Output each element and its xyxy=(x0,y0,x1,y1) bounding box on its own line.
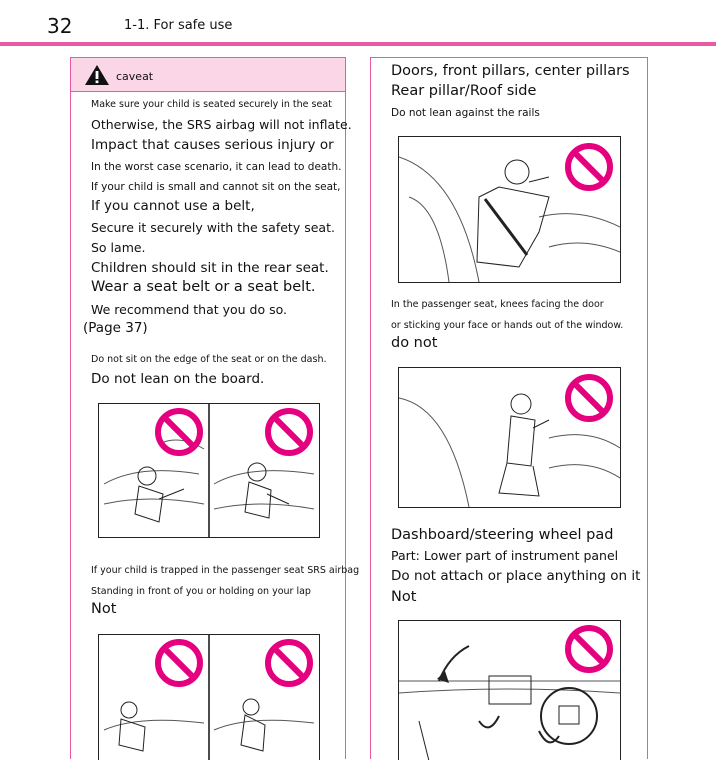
not-label: Not xyxy=(91,601,117,617)
caveat-line: In the worst case scenario, it can lead to death. xyxy=(91,161,342,173)
window-note: or sticking your face or hands out of the window. xyxy=(391,320,624,331)
knees-note: In the passenger seat, knees facing the door xyxy=(391,299,604,310)
prohibition-icon xyxy=(568,628,610,670)
prohibition-icon xyxy=(158,642,200,684)
caveat-line: If your child is small and cannot sit on the seat, xyxy=(91,181,341,193)
attach-note: Do not attach or place anything on it xyxy=(391,568,641,584)
prohibition-icon xyxy=(568,146,610,188)
caveat-line: Impact that causes serious injury or xyxy=(91,137,334,153)
caveat-line: If you cannot use a belt, xyxy=(91,198,255,214)
caveat-box xyxy=(70,57,360,759)
part-note: Part: Lower part of instrument panel xyxy=(391,548,619,563)
prohibition-icon xyxy=(568,377,610,419)
caveat-line: Secure it securely with the safety seat. xyxy=(91,220,335,235)
page-reference: (Page 37) xyxy=(83,320,148,336)
page-number: 32 xyxy=(47,14,73,38)
section-title: 1-1. For safe use xyxy=(124,18,233,33)
header-rule xyxy=(0,42,716,46)
edge-note: Do not sit on the edge of the seat or on the dash. xyxy=(91,354,327,365)
board-note: Do not lean on the board. xyxy=(91,371,265,387)
heading-doors-pillars: Doors, front pillars, center pillars xyxy=(391,63,630,79)
prohibition-icon xyxy=(158,411,200,453)
illustration-leaning-door xyxy=(398,136,621,283)
caveat-line: Make sure your child is seated securely in the seat xyxy=(91,99,332,110)
caveat-line: Wear a seat belt or a seat belt. xyxy=(91,279,316,295)
illustration-sitting-edge xyxy=(98,403,320,538)
standing-note: Standing in front of you or holding on your lap xyxy=(91,586,311,597)
warning-icon xyxy=(84,64,110,86)
prohibition-icon xyxy=(268,642,310,684)
rails-note: Do not lean against the rails xyxy=(391,107,540,119)
heading-rear-pillar: Rear pillar/Roof side xyxy=(391,83,537,99)
trapped-note: If your child is trapped in the passenger seat SRS airbag xyxy=(91,565,360,576)
prohibition-icon xyxy=(268,411,310,453)
page-header xyxy=(0,0,716,44)
illustration-standing-front xyxy=(98,634,320,760)
right-column xyxy=(370,57,648,759)
caveat-line: Children should sit in the rear seat. xyxy=(91,260,329,276)
caveat-label: caveat xyxy=(116,70,154,83)
caveat-line: So lame. xyxy=(91,240,146,255)
caveat-line: We recommend that you do so. xyxy=(91,302,288,317)
not-label-right: Not xyxy=(391,589,417,605)
caveat-line: Otherwise, the SRS airbag will not inflate. xyxy=(91,117,352,132)
do-not-label: do not xyxy=(391,335,438,351)
dashboard-heading: Dashboard/steering wheel pad xyxy=(391,527,614,543)
illustration-dashboard xyxy=(398,620,621,760)
illustration-kneeling-door xyxy=(398,367,621,508)
caveat-header xyxy=(71,58,345,92)
